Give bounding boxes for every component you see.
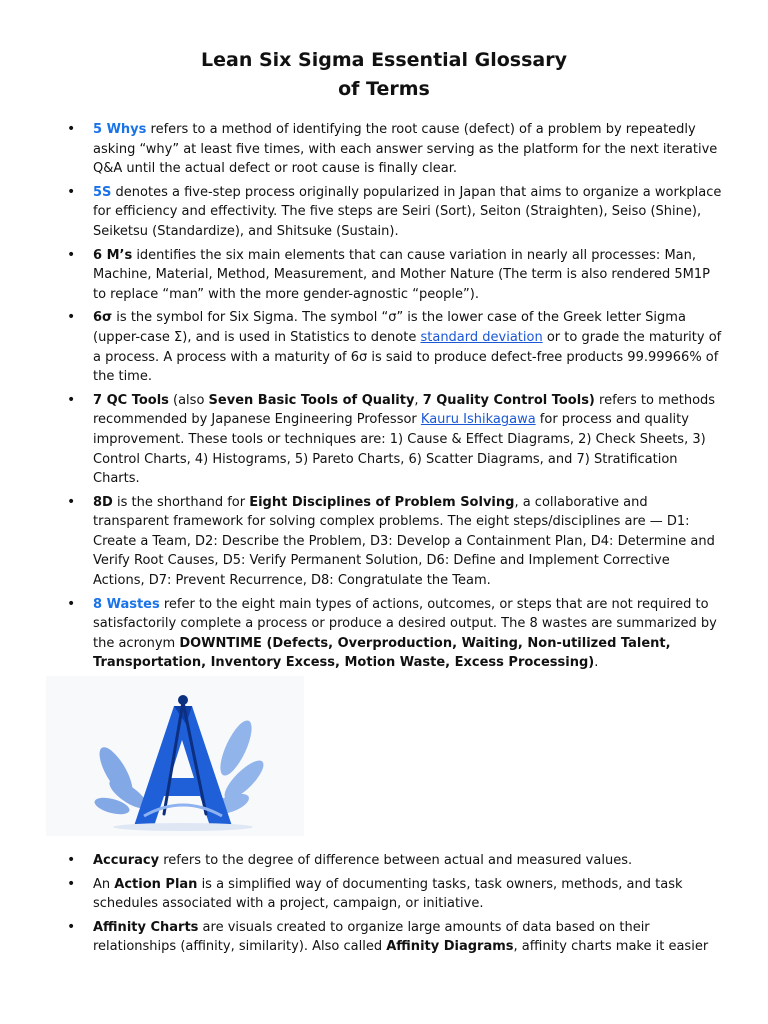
glossary-entry-7-qc-tools — [93, 391, 723, 489]
definition-text: denotes a five-step process originally popularized in Japan that aims to organize a workplace for efficiency and effectivity. The five steps are Seiri (Sort), Seiton (Straighten), Seiso (Shine), Seiketsu (Standardize), and Shitsuke (Sustain). — [93, 184, 722, 239]
letter-a-compass-logo-icon — [46, 676, 304, 836]
term-7-qc-tools: 7 QC Tools — [93, 392, 169, 408]
glossary-entry-5-whys — [93, 120, 723, 179]
alt-term: Eight Disciplines of Problem Solving — [249, 494, 515, 510]
kauru-ishikagawa-link[interactable]: Kauru Ishikagawa — [420, 412, 536, 428]
definition-text: , affinity charts make it easier — [513, 939, 709, 955]
definition-text: are visuals created to organize large amounts of data based on their relationships (affinity, similarity). Also called — [93, 919, 650, 955]
definition-text: refers to methods recommended by Japanese Engineering Professor — [93, 392, 716, 428]
glossary-entry-6-ms — [93, 246, 723, 305]
definition-text: refers to a method of identifying the root cause (defect) of a problem by repeatedly asking “why” at least five times, with each answer serving as the platform for the next iterative Q&A until the actual defect or root cause is finally clear. — [93, 122, 718, 177]
glossary-entry-6-sigma — [93, 308, 723, 386]
term-affinity-charts: Affinity Charts — [93, 919, 199, 935]
definition-text: . — [594, 655, 599, 671]
term-6-sigma: 6σ — [93, 310, 113, 326]
definition-text-bold: (Defects, Overproduction, Waiting, Non-utilized Talent, Transportation, Inventory Excess, Motion Waste, Excess Processing) — [93, 635, 671, 671]
term-5s: 5S — [93, 184, 112, 200]
term-8d: 8D — [93, 494, 113, 510]
definition-text: is the symbol for Six Sigma. The symbol “σ” is the lower case of the Greek letter Sigma (upper-case Σ), and is used in Statistics to denote — [93, 310, 686, 345]
term-6-ms: 6 M’s — [93, 247, 133, 263]
alt-term: Seven Basic Tools of Quality — [208, 392, 415, 408]
definition-text: identifies the six main elements that can cause variation in nearly all processes: Man, Machine, Material, Method, Measurement, and Mother Nature (The term is also rendered 5M1P to replace “man” with the more gender-agnostic “people”). — [93, 247, 711, 302]
glossary-entry-accuracy — [93, 851, 723, 871]
alt-term: Affinity Diagrams — [386, 939, 514, 955]
title-line-1: Lean Six Sigma Essential Glossary — [201, 49, 567, 71]
glossary-entry-5s — [93, 183, 723, 242]
glossary-entry-affinity-charts — [93, 918, 723, 957]
glossary-list-bottom — [93, 851, 723, 961]
definition-text: is a simplified way of documenting tasks, task owners, methods, and task schedules associated with a project, campaign, or initiative. — [93, 876, 683, 912]
definition-text: (also — [168, 392, 209, 408]
term-5-whys: 5 Whys — [93, 122, 147, 137]
term-accuracy: Accuracy — [93, 853, 160, 868]
definition-text: for process and quality improvement. These tools or techniques are: 1) Cause & Effect Diagrams, 2) Check Sheets, 3) Control Charts, 4) Histograms, 5) Pareto Charts, 6) Scatter Diagrams, and 7) Stratification Charts. — [93, 412, 706, 487]
glossary-entry-8-wastes — [93, 595, 723, 673]
alt-term: 7 Quality Control Tools) — [422, 392, 595, 408]
definition-text: refer to the eight main types of actions, outcomes, or steps that are not required to satisfactorily complete a process or produce a desired output. The 8 wastes are summarized by the acronym — [93, 596, 717, 651]
definition-text: or to grade the maturity of a process. A process with a maturity of 6σ is said to produce defect-free products 99.99966% of the time. — [93, 329, 722, 385]
glossary-entry-8d — [93, 493, 723, 591]
acronym-downtime: DOWNTIME — [179, 635, 262, 651]
definition-text: refers to the degree of difference between actual and measured values. — [159, 853, 633, 868]
term-8-wastes: 8 Wastes — [93, 596, 160, 612]
standard-deviation-link[interactable]: standard deviation — [420, 329, 543, 345]
definition-text: , a collaborative and transparent framework for solving complex problems. The eight steps/disciplines are — D1: Create a Team, D2: Describe the Problem, D3: Develop a Containment Plan, D4: Determine and Verify Root Causes, D5: Verify Permanent Solution, D6: Define and Implement Corrective Actions, D7: Prevent Recurrence, D8: Congratulate the Team. — [93, 494, 715, 589]
title-line-2: of Terms — [338, 78, 430, 100]
glossary-list-top — [93, 120, 723, 677]
definition-text: , — [414, 392, 423, 408]
term-action-plan: Action Plan — [114, 876, 198, 892]
glossary-entry-action-plan — [93, 875, 723, 914]
definition-text: is the shorthand for — [112, 494, 250, 510]
page-title — [0, 46, 768, 104]
definition-lead: An — [93, 876, 115, 892]
